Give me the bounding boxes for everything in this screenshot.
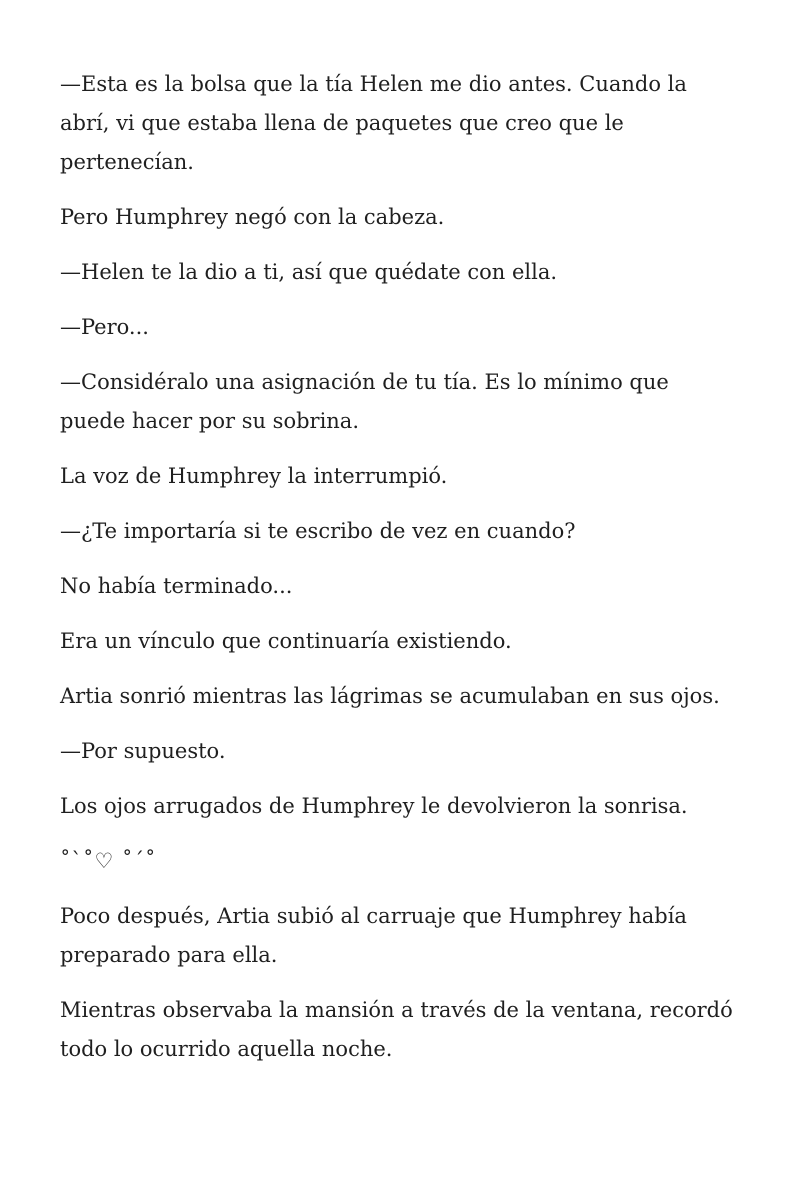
paragraph: —¿Te importaría si te escribo de vez en cuando?: [60, 519, 576, 543]
paragraph: Los ojos arrugados de Humphrey le devolvieron la sonrisa.: [60, 794, 688, 818]
paragraph: —Pero...: [60, 315, 149, 339]
paragraph: Artia sonrió mientras las lágrimas se acumulaban en sus ojos.: [60, 684, 720, 708]
paragraph: Poco después, Artia subió al carruaje que Humphrey había preparado para ella.: [60, 904, 687, 967]
paragraph: Pero Humphrey negó con la cabeza.: [60, 205, 445, 229]
paragraph: —Considéralo una asignación de tu tía. Es lo mínimo que puede hacer por su sobrina.: [60, 370, 669, 433]
scene-divider: ˚`˚♡ ˚´˚: [60, 849, 157, 873]
paragraph: La voz de Humphrey la interrumpió.: [60, 464, 448, 488]
paragraph: Era un vínculo que continuaría existiendo.: [60, 629, 512, 653]
paragraph: Mientras observaba la mansión a través de la ventana, recordó todo lo ocurrido aquella noche.: [60, 998, 733, 1061]
paragraph: No había terminado...: [60, 574, 293, 598]
paragraph: —Helen te la dio a ti, así que quédate con ella.: [60, 260, 558, 284]
paragraph: —Por supuesto.: [60, 739, 226, 763]
paragraph: —Esta es la bolsa que la tía Helen me dio antes. Cuando la abrí, vi que estaba llena de paquetes que creo que le pertenecían.: [60, 72, 687, 174]
